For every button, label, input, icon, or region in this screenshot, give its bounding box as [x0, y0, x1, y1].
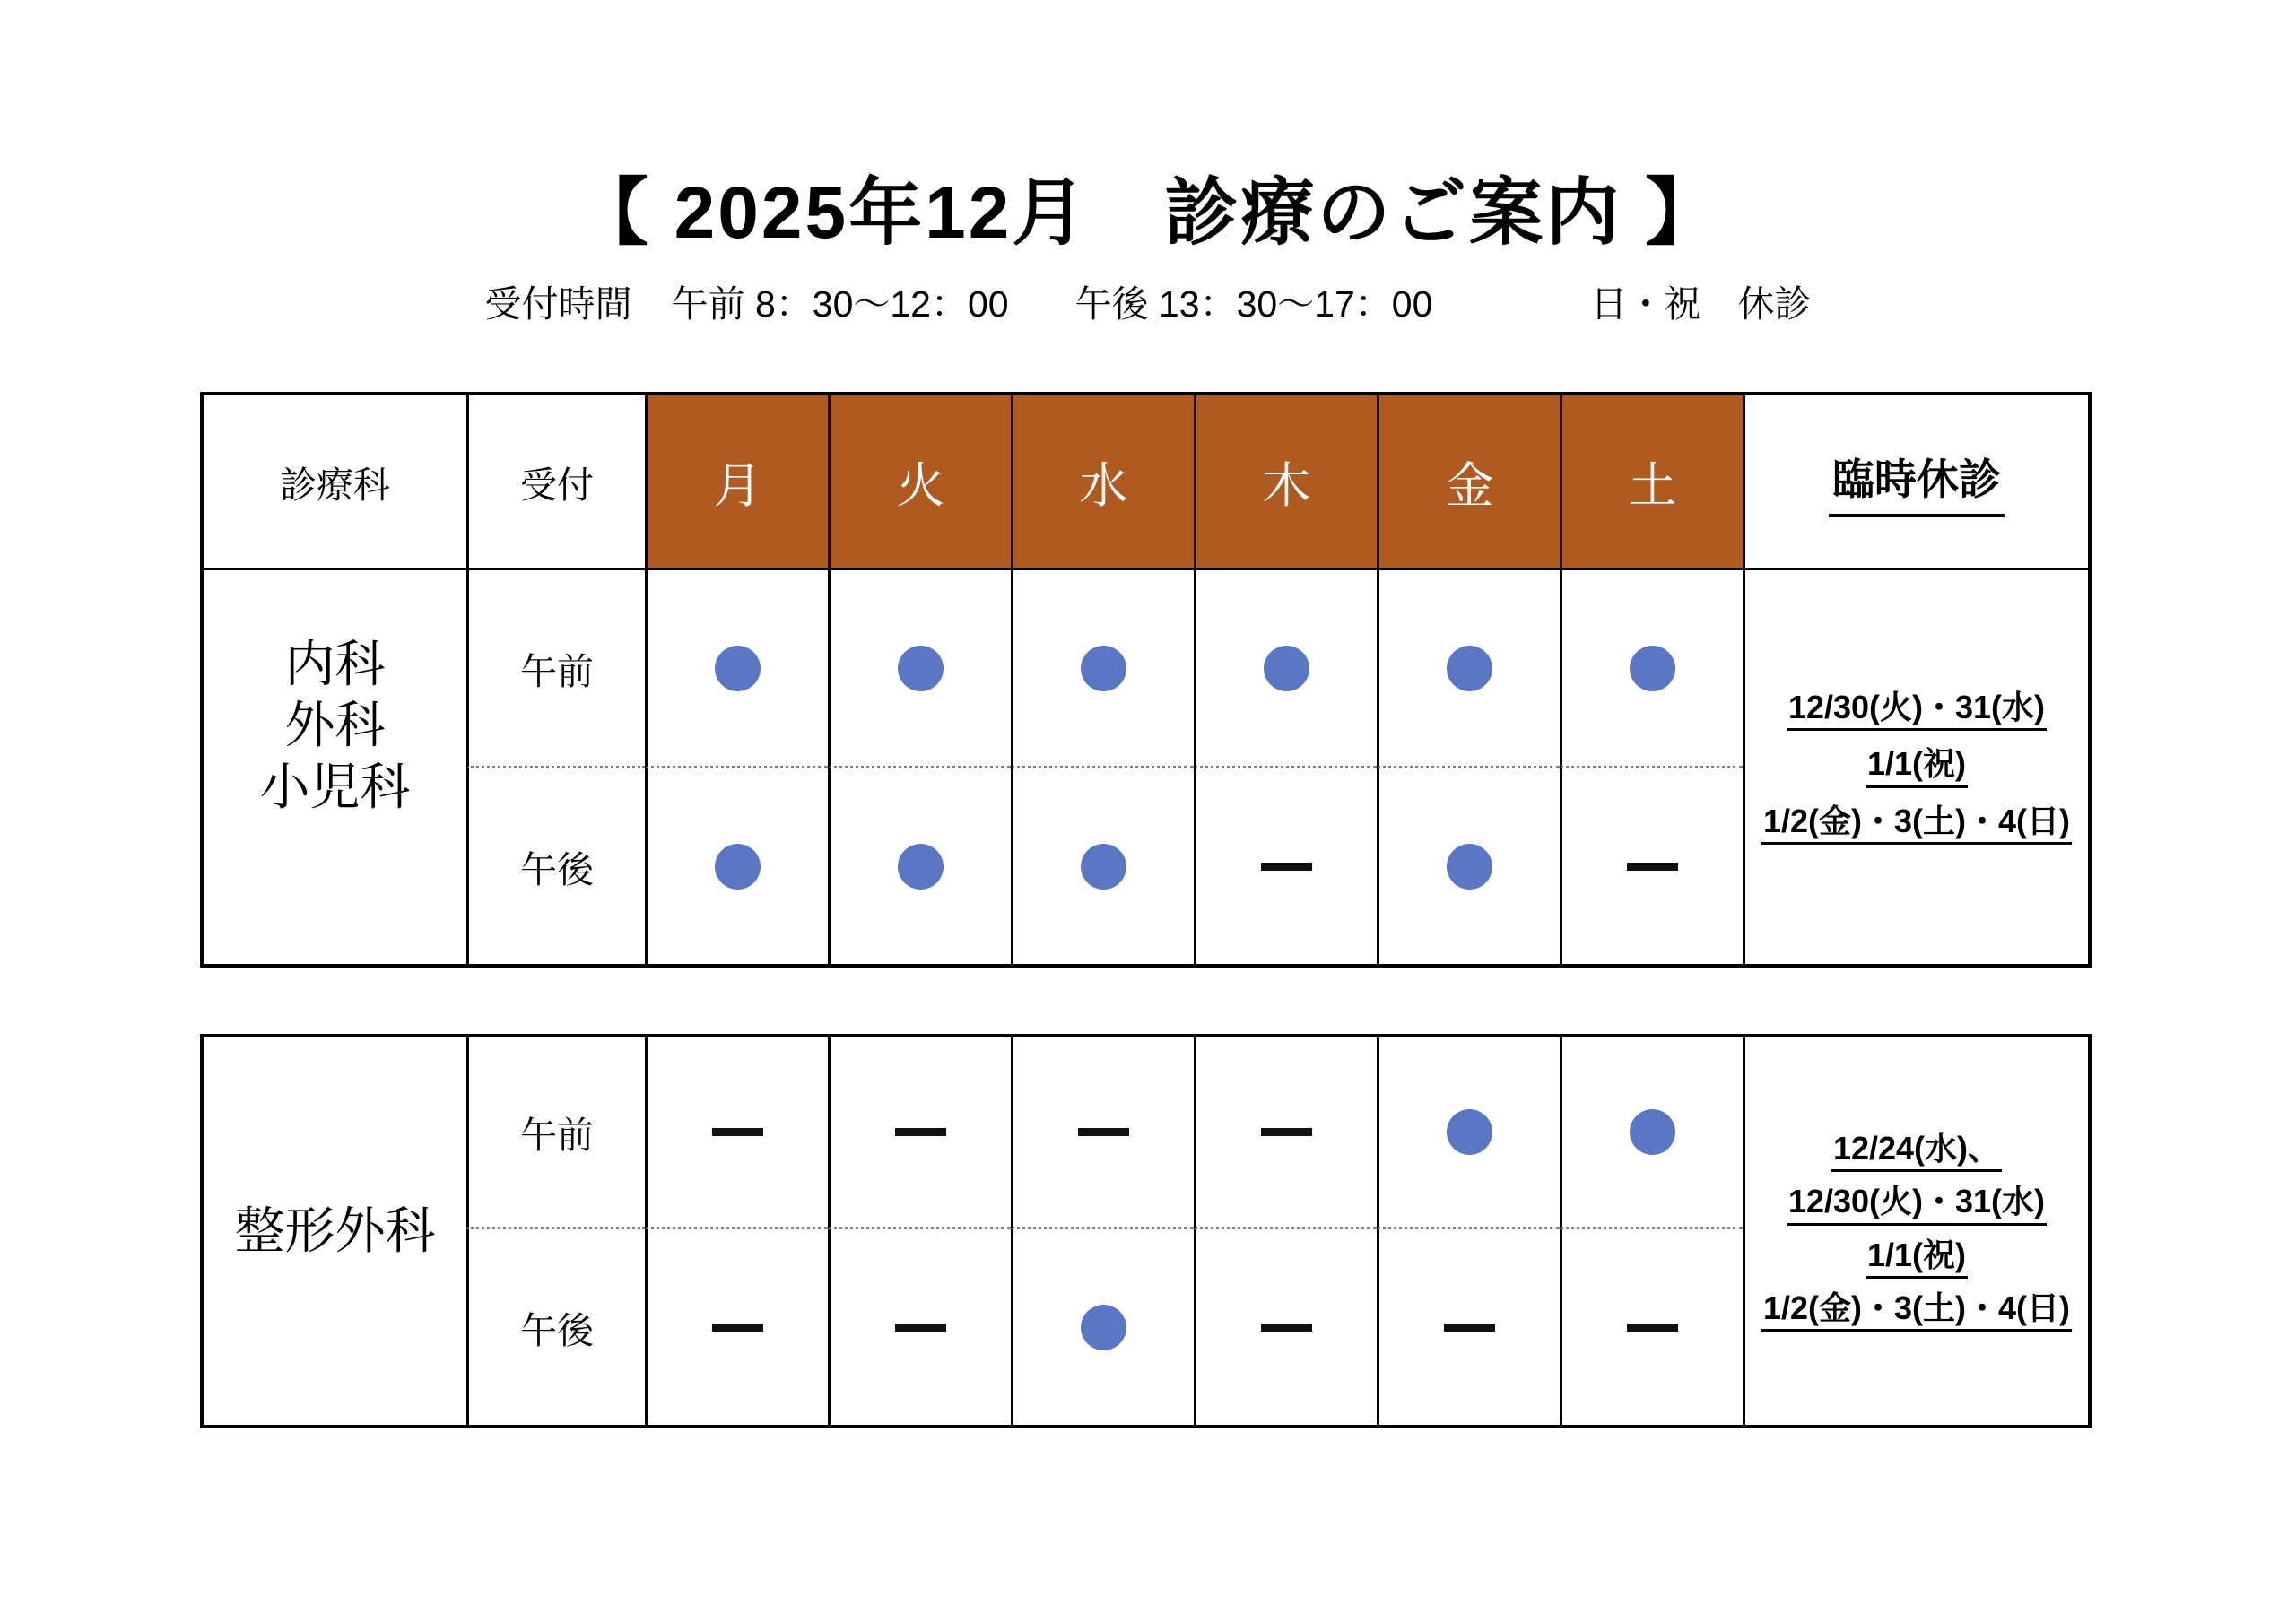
afternoon-hours: 午後 13：30〜17：00: [1074, 283, 1433, 325]
mark: [898, 646, 944, 691]
closure-date-line: 12/30(火)・31(水): [1787, 1184, 2047, 1225]
cell-tue-am: [828, 570, 1011, 768]
pm-row-label: 午後: [466, 768, 645, 964]
cell-fri-pm: [1377, 1229, 1560, 1425]
mark: [1078, 1128, 1129, 1136]
cell-sat-pm: [1560, 1229, 1743, 1425]
cell-thu-am: [1194, 570, 1377, 768]
mark: [1447, 646, 1492, 691]
cell-mon-am: [645, 570, 828, 768]
mark: [712, 1324, 763, 1332]
cell-mon-pm: [645, 1229, 828, 1425]
cell-mon-pm: [645, 768, 828, 964]
mark: [1261, 863, 1312, 871]
mark: [712, 1128, 763, 1136]
department-name-internal-surgery-pediatrics: [204, 570, 466, 964]
mark: [1261, 1128, 1312, 1136]
reception-column-header: 受付: [466, 395, 645, 570]
day-header-fri: 金: [1377, 395, 1560, 570]
schedule-table-internal-medicine: [200, 392, 2092, 968]
closure-date-line: 1/2(金)・3(土)・4(日): [1761, 803, 2072, 845]
special-closure-header: 臨時休診: [1743, 395, 2088, 570]
closure-date-line: 1/1(祝): [1866, 1237, 1968, 1279]
closure-date-line: 12/24(水)、: [1831, 1131, 2002, 1172]
department-line: 小児科: [259, 758, 411, 815]
closed-days-note: 日・祝 休診: [1590, 283, 1812, 325]
cell-mon-am: [645, 1037, 828, 1229]
cell-fri-am: [1377, 570, 1560, 768]
closure-date-line: 1/1(祝): [1866, 746, 1968, 787]
cell-tue-pm: [828, 768, 1011, 964]
cell-wed-pm: [1011, 1229, 1194, 1425]
cell-sat-am: [1560, 1037, 1743, 1229]
mark: [1264, 646, 1309, 691]
department-name-orthopedics: [204, 1037, 466, 1425]
department-column-header: 診療科: [204, 395, 466, 570]
mark: [895, 1128, 946, 1136]
page-title: 【 2025年12月 診療のご案内 】: [574, 172, 1722, 254]
day-header-tue: 火: [828, 395, 1011, 570]
department-line: 整形外科: [234, 1202, 436, 1259]
pm-row-label: 午後: [466, 1229, 645, 1425]
mark: [1444, 1324, 1495, 1332]
mark: [1630, 646, 1675, 691]
reception-hours-label: 受付時間: [484, 283, 632, 325]
cell-thu-pm: [1194, 768, 1377, 964]
mark: [715, 646, 761, 691]
closure-date-line: 1/2(金)・3(土)・4(日): [1761, 1290, 2072, 1332]
am-row-label: 午前: [466, 1037, 645, 1229]
day-header-mon: 月: [645, 395, 828, 570]
day-header-thu: 木: [1194, 395, 1377, 570]
cell-sat-am: [1560, 570, 1743, 768]
mark: [1630, 1109, 1675, 1155]
cell-wed-pm: [1011, 768, 1194, 964]
morning-hours: 午前 8：30〜12：00: [671, 283, 1009, 325]
cell-sat-pm: [1560, 768, 1743, 964]
schedule-table-orthopedics: [200, 1034, 2092, 1428]
special-closure-dates-orthopedics: [1743, 1037, 2088, 1425]
mark: [1627, 863, 1678, 871]
cell-wed-am: [1011, 1037, 1194, 1229]
department-line: 外科: [284, 697, 386, 754]
special-closure-dates-internal: [1743, 570, 2088, 964]
mark: [898, 844, 944, 890]
cell-thu-pm: [1194, 1229, 1377, 1425]
reception-hours-line: [0, 274, 2296, 327]
mark: [715, 844, 761, 890]
cell-tue-am: [828, 1037, 1011, 1229]
mark: [895, 1324, 946, 1332]
mark: [1447, 1109, 1492, 1155]
mark: [1081, 844, 1126, 890]
mark: [1081, 646, 1126, 691]
mark: [1261, 1324, 1312, 1332]
day-header-sat: 土: [1560, 395, 1743, 570]
cell-thu-am: [1194, 1037, 1377, 1229]
cell-wed-am: [1011, 570, 1194, 768]
cell-fri-pm: [1377, 768, 1560, 964]
mark: [1447, 844, 1492, 890]
closure-date-line: 12/30(火)・31(水): [1787, 690, 2047, 731]
am-row-label: 午前: [466, 570, 645, 768]
cell-tue-pm: [828, 1229, 1011, 1425]
department-line: 内科: [284, 636, 386, 693]
day-header-wed: 水: [1011, 395, 1194, 570]
mark: [1627, 1324, 1678, 1332]
mark: [1081, 1305, 1126, 1350]
cell-fri-am: [1377, 1037, 1560, 1229]
